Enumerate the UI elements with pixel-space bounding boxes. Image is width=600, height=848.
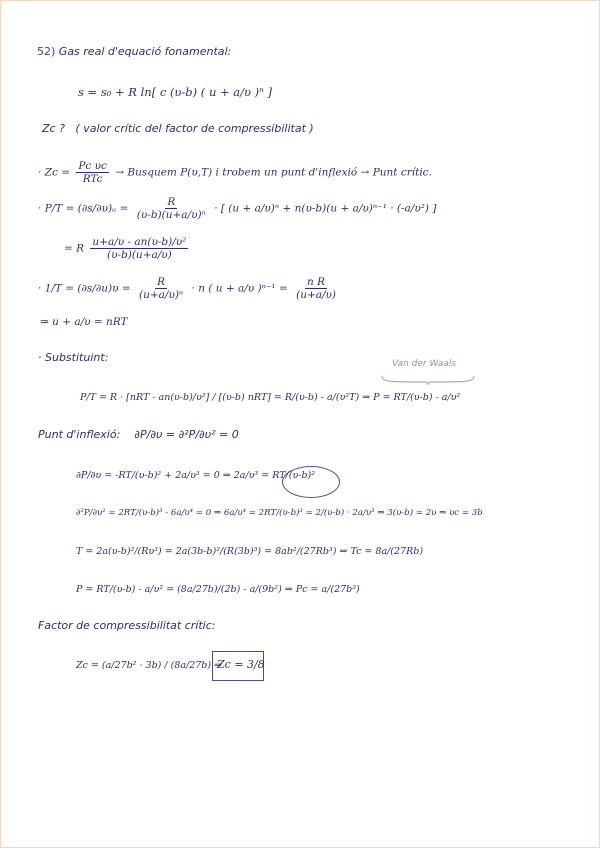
one-over-t-fraction	[137, 276, 185, 301]
inflection-condition: ∂P/∂υ = ∂²P/∂υ² = 0	[134, 428, 239, 441]
one-over-t-denominator-2: (u+a/υ)	[296, 289, 337, 301]
substituting-label: · Substituint:	[38, 351, 109, 364]
substituted-equation: P/T = R · [nRT - an(υ-b)/υ²] / [(υ-b) nRT] = R/(υ-b) - a/(υ²T) ⇒ P = RT/(υ-b) - a/υ²	[80, 392, 461, 403]
eq-p-over-t-simplified	[64, 236, 191, 261]
p-over-t-2-denominator: (υ-b)(u+a/υ)	[106, 249, 172, 261]
eq-u-nrt: ⇒ u + a/υ = nRT	[40, 316, 128, 328]
one-over-t-numerator-2: n R	[307, 276, 326, 288]
fundamental-equation: s = s₀ + R ln[ c (υ-b) ( u + a/υ )ⁿ ]	[78, 85, 272, 99]
zc-fraction	[76, 160, 109, 185]
one-over-t-numerator: R	[157, 276, 166, 288]
p-over-t-numerator: R	[167, 196, 176, 208]
p-over-t-2-prefix: = R	[64, 242, 85, 255]
one-over-t-fraction-2	[294, 276, 338, 301]
question-label: Zc ?	[42, 122, 65, 135]
problem-title: Gas real d'equació fonamental:	[58, 45, 232, 58]
one-over-t-denominator: (u+a/υ)ⁿ	[139, 289, 184, 301]
circled-term	[282, 466, 340, 498]
zc-numerator: Pc υc	[78, 160, 107, 172]
p-over-t-2-fraction	[90, 236, 188, 261]
eq-p-over-t: · P/T = (∂s/∂υ)ᵤ = $\frac{R}{\text{(υ-b)(u+a/υ)ⁿ}}$ · [ (u + a/υ)ⁿ + n(υ-b)(u + a/υ)ⁿ⁻¹ · (-a/υ²) ]	[38, 196, 437, 221]
critical-pressure-eq: P = RT/(υ-b) - a/υ² = (8a/27b)/(2b) - a/(9b²) ⇒ Pc = a/(27b²)	[76, 584, 360, 595]
critical-factor-eq: Zc = (a/27b² · 3b) / (8a/27b) ⇒	[76, 660, 223, 671]
question-line	[42, 123, 314, 135]
problem-number: 52)	[37, 45, 56, 58]
one-over-t-prefix: 1/T = (∂s/∂u)υ =	[44, 282, 131, 295]
zc-denominator: RTc	[82, 173, 103, 185]
critical-factor-result: Zc = 3/8	[217, 658, 265, 671]
critical-temperature-eq: T = 2a(υ-b)²/(Rυ³) = 2a(3b-b)²/(R(3b)³) = 8ab²/(27Rb³) ⇒ Tc = 8a/(27Rb)	[76, 546, 424, 557]
inflection-header	[38, 429, 239, 441]
problem-header	[37, 46, 231, 58]
critical-factor-label: Factor de compressibilitat crític:	[38, 619, 216, 632]
p-over-t-denominator: (υ-b)(u+a/υ)ⁿ	[136, 209, 206, 221]
question-text: ( valor crític del factor de compressibilitat )	[75, 122, 314, 135]
second-derivative-eq: ∂²P/∂υ² = 2RT/(υ-b)³ - 6a/υ⁴ = 0 ⇒ 6a/υ⁴ = 2RT/(υ-b)³ = 2/(υ-b) · 2a/υ³ ⇒ 3(υ-b) = 2υ ⇒ υc = 3b	[76, 508, 483, 518]
step-zc-definition: · Zc = $\frac{\text{Pc υc}}{\text{RTc}}$ → Busquem P(υ,T) i trobem un punt d'inflexió → Punt crític.	[38, 160, 432, 185]
eq-one-over-t: · 1/T = (∂s/∂u)υ = $\frac{R}{\text{(u+a/υ)ⁿ}}$ · n ( u + a/υ )ⁿ⁻¹ = $\frac{\text{n R}}{(u+a/\upsilon)}$	[38, 276, 337, 301]
first-derivative-eq: ∂P/∂υ = -RT/(υ-b)² + 2a/υ³ = 0 ⇒ 2a/υ³ = RT/(υ-b)²	[76, 470, 316, 481]
p-over-t-tail: · [ (u + a/υ)ⁿ + n(υ-b)(u + a/υ)ⁿ⁻¹ · (-a/υ²) ]	[214, 202, 437, 215]
van-der-waals-brace	[380, 371, 476, 390]
p-over-t-2-numerator: u+a/υ - an(υ-b)/υ²	[92, 236, 187, 248]
p-over-t-prefix: P/T = (∂s/∂υ)ᵤ =	[44, 202, 129, 215]
p-over-t-fraction	[135, 196, 208, 221]
inflection-label: Punt d'inflexió:	[38, 428, 121, 441]
one-over-t-mid: · n ( u + a/υ )ⁿ⁻¹ =	[191, 282, 288, 295]
step1-text: → Busquem P(υ,T) i trobem un punt d'inflexió → Punt crític.	[115, 166, 432, 179]
van-der-waals-note: Van der Waals	[392, 359, 457, 369]
